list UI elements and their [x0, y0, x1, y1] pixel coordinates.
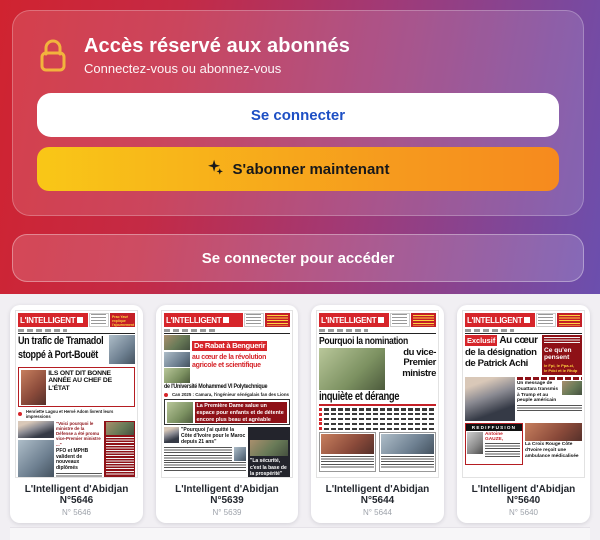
subscribe-button[interactable]: [37, 147, 559, 191]
cover-card-5640[interactable]: [457, 305, 590, 523]
story: PFO et MPHB valident de nouveaux diplômés: [56, 447, 89, 472]
sparkles-icon: [207, 159, 224, 180]
newspaper-cover-5646: L'INTELLIGENT Prao Yavé explique l'ajournement Un trafic de Tramadol stoppé à Port-Bouët ILS ONT DIT BONNE ANNÉE AU CHEF DE L'ÉTAT Henriette Lagou et Hervé Adom livrent leurs impressions "Voici pourquoi le ministre de la Défense a été promu vice-Premier ministre ..." PFO et MPHB valident de nouveaux diplômés: [15, 310, 138, 478]
headline: ILS ONT DIT BONNE ANNÉE AU CHEF DE L'ÉTAT: [48, 369, 112, 392]
red-sidebar: Ce qu'en pensent le Fpi, le Ppa-ci, le Pdci et le Rhdp: [542, 335, 582, 375]
photo: [164, 352, 190, 367]
quote: "La sécurité, c'est la base de la prospérité": [249, 458, 287, 477]
photo: [525, 423, 582, 441]
cover-number: N° 5639: [212, 508, 242, 517]
masthead: L'INTELLIGENT: [465, 313, 582, 327]
cover-number: N° 5640: [508, 508, 538, 517]
photo: [21, 370, 47, 405]
headline: de la désignation de Patrick Achi: [464, 346, 537, 369]
story: Un message de Ouattara transmis à Trump et au peuple américain: [516, 381, 559, 404]
photo: [164, 368, 190, 383]
cover-number: N° 5644: [362, 508, 392, 517]
photo: [381, 434, 434, 454]
photo: [164, 335, 190, 350]
photo: [467, 432, 483, 454]
photo: [234, 447, 246, 461]
cover-number: N° 5646: [62, 508, 91, 517]
quote: "Pourquoi j'ai quitté la Côte d'Ivoire pour le Maroc depuis 21 ans": [181, 427, 246, 445]
photo: [319, 348, 385, 390]
red-sidebar: [104, 421, 135, 477]
newspaper-cover-5639: L'INTELLIGENT De Rabat à Benguerir au cœur de la révolution agricole et scientifique de l'Université Mohammed VI Polytechnique Can 2025 : Camara, l'ingénieur sénégalais fan des Lions La Première Dame salue un espace pour enfants et de détente encore plus beau et agréable "Pourquoi j'ai quitté la Côte d'Ivoire pour le Maroc depuis 21 ans" "La sécurité, c'est la base de la prospérité": [161, 310, 293, 478]
photo: [106, 422, 134, 435]
photo: [109, 335, 135, 364]
cover-title: L'Intelligent d'Abidjan N°5646: [24, 484, 129, 506]
photo: [562, 381, 582, 395]
covers-section: [0, 294, 600, 540]
subscribe-button-label: S'abonner maintenant: [232, 160, 390, 178]
exclusif-tag: Exclusif: [466, 336, 496, 346]
photo: [164, 427, 179, 443]
cover-card-5644[interactable]: [311, 305, 444, 523]
paywall-subtitle: Connectez-vous ou abonnez-vous: [84, 61, 282, 76]
cover-title: L'Intelligent d'Abidjan N°5640: [471, 484, 576, 506]
story: La Première Dame salue un espace pour enfants et de détente encore plus beau et agréable: [195, 402, 288, 423]
quote: "Voici pourquoi le ministre de la Défense a été promu vice-Premier ministre ...": [56, 420, 101, 447]
masthead: L'INTELLIGENT: [164, 313, 290, 327]
photo: [321, 434, 374, 454]
newspaper-cover-5644: L'INTELLIGENT Pourquoi la nomination du vice- Premier ministre inquiète et dérange: [316, 310, 439, 478]
masthead: L'INTELLIGENT: [319, 313, 436, 327]
photo: [18, 440, 54, 477]
headline: Un trafic de Tramadol stoppé à Port-Bouët: [18, 335, 104, 361]
paywall-card: [12, 10, 584, 216]
bottom-strip: [10, 527, 590, 540]
access-button[interactable]: Se connecter pour accéder: [12, 234, 584, 282]
rediffusion-box: REDIFFUSION Antoine GAUZE,: [465, 423, 523, 465]
login-button[interactable]: Se connecter: [37, 93, 559, 137]
masthead: L'INTELLIGENT Prao Yavé explique l'ajournement: [20, 314, 135, 327]
story: La Croix Rouge Côte d'Ivoire reçoit une ambulance médicalisée: [524, 442, 579, 459]
photo: [18, 421, 54, 438]
paywall-title: Accès réservé aux abonnés: [84, 35, 350, 57]
bullet-list: [319, 408, 436, 430]
photo: [167, 402, 193, 423]
headline: inquiète et dérange: [318, 391, 400, 403]
photo: [250, 440, 288, 456]
lock-icon: [37, 38, 69, 74]
photo-patrick-achi: [465, 377, 515, 421]
dark-sidebar: [248, 427, 290, 478]
cover-card-5639[interactable]: [156, 305, 298, 523]
cover-card-5646[interactable]: [10, 305, 143, 523]
cover-title: L'Intelligent d'Abidjan N°5644: [325, 484, 430, 506]
headline: Pourquoi la nomination: [318, 335, 408, 347]
cover-title: L'Intelligent d'Abidjan N°5639: [175, 484, 279, 506]
headline: De Rabat à Benguerir: [194, 341, 266, 350]
newspaper-cover-5640: L'INTELLIGENT Exclusif Au cœur de la désignation de Patrick Achi Ce qu'en pensent le Fpi, le Ppa-ci, le Pdci et le Rhdp Un message de Ouattara transmis à Trump et au peuple américain REDIFFUSION Antoine GAUZE, La Croix Rouge Côte d'Ivoire reçoit une ambulance médicalisée: [462, 310, 585, 478]
